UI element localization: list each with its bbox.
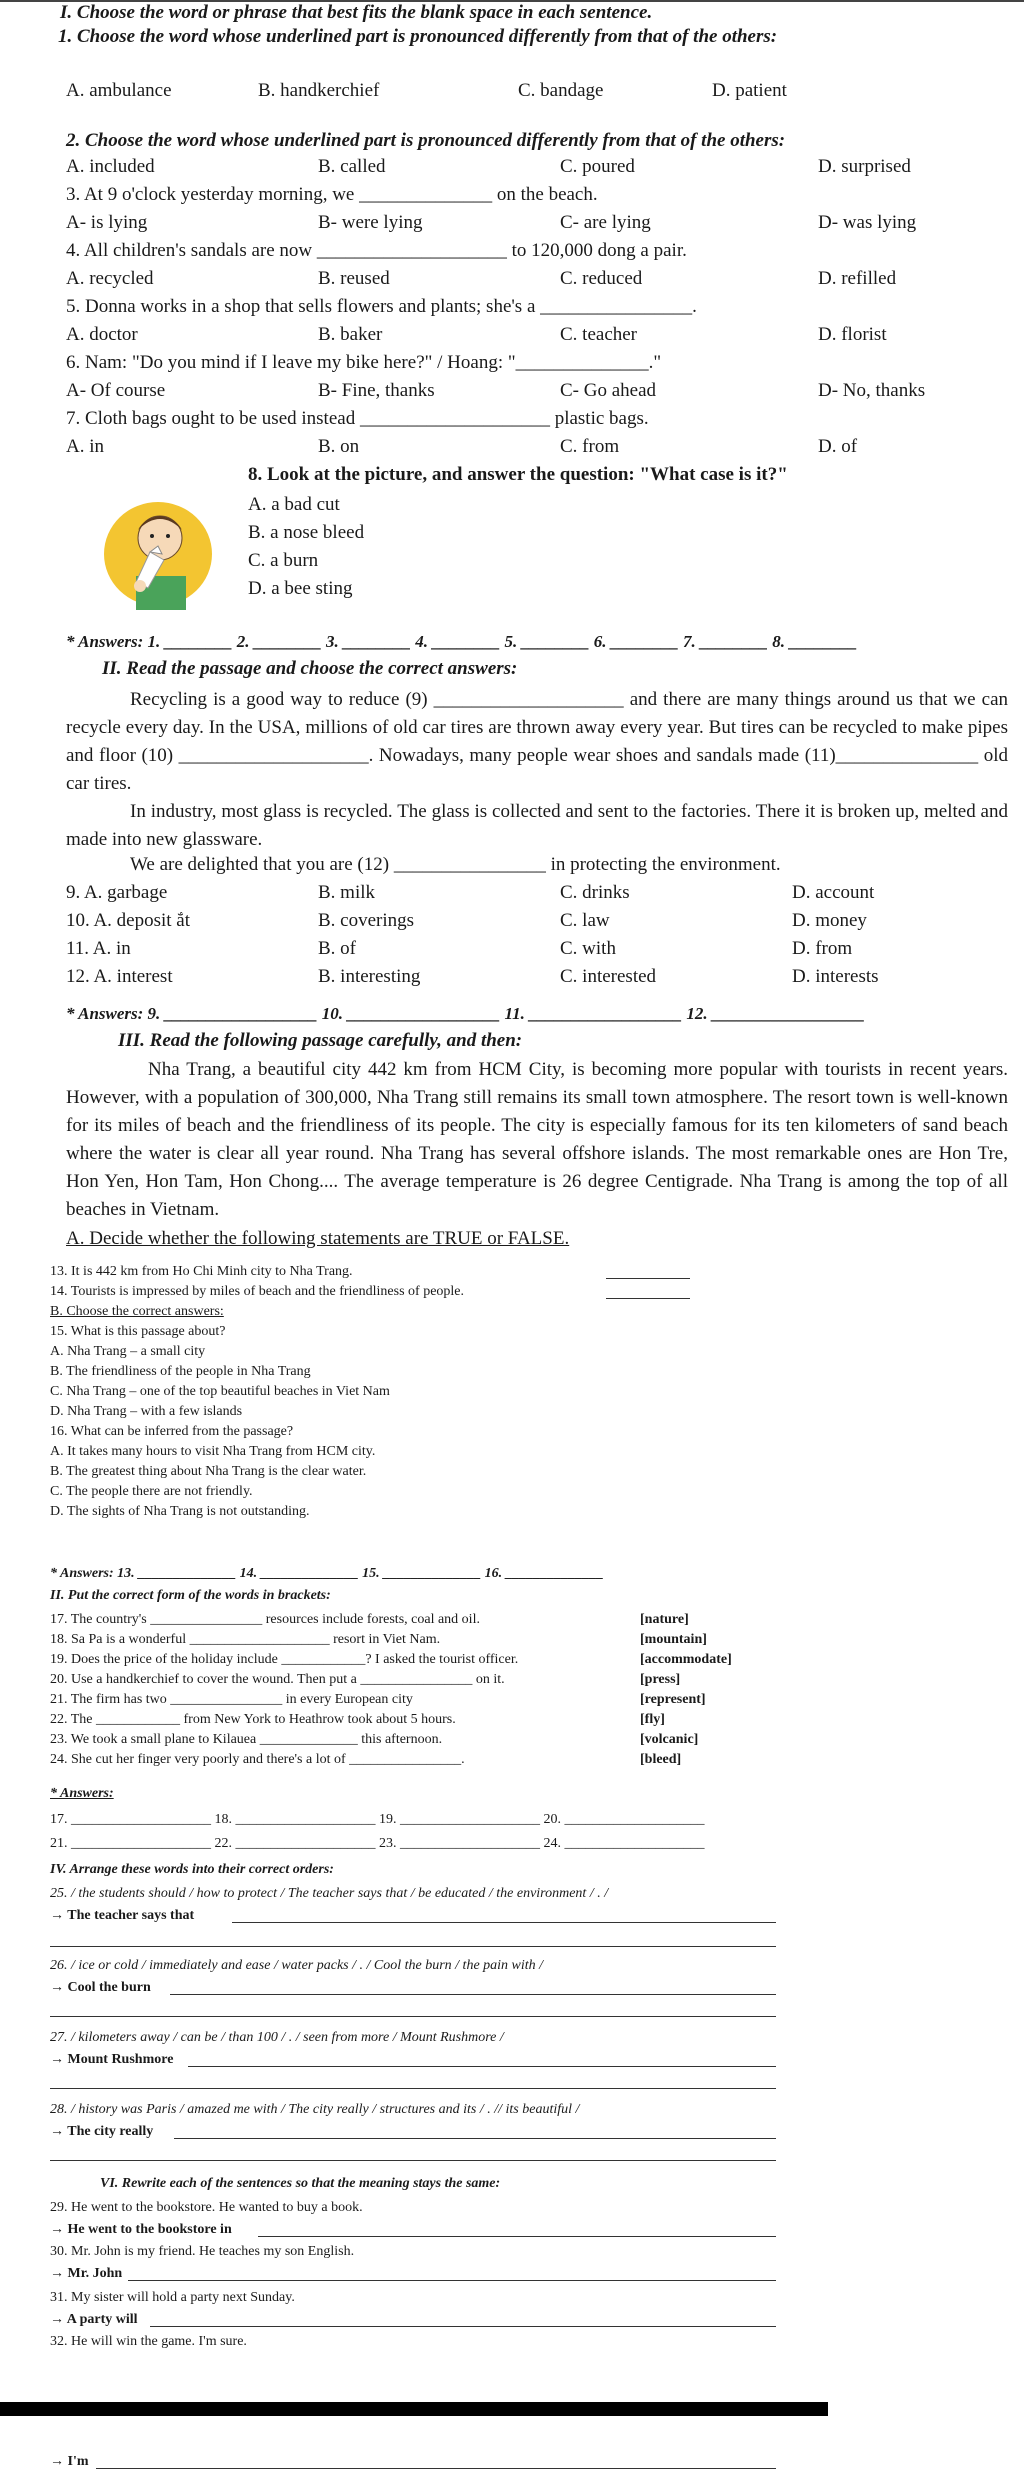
q29-answer-line[interactable] <box>258 2236 776 2237</box>
q9-option-d: D. account <box>792 882 875 903</box>
q12-option-b: B. interesting <box>318 966 421 987</box>
q32-start: → I'm <box>50 2454 89 2469</box>
q5-option-a: A. doctor <box>66 324 138 345</box>
q9-option-a: 9. A. garbage <box>66 882 168 903</box>
q29-sentence: 29. He went to the bookstore. He wanted to buy a book. <box>50 2200 363 2215</box>
q31-answer-line[interactable] <box>150 2326 776 2327</box>
q29-start: → He went to the bookstore in <box>50 2222 232 2237</box>
q5-stem: 5. Donna works in a shop that sells flowers and plants; she's a ________________. <box>66 296 697 317</box>
passage-2-paragraph-1: Recycling is a good way to reduce (9) ____________________ and there are many things around us that we can recycle every day. In the USA, millions of old car tires are thrown away every year. But tires can be recycled to make pipes and floor (10) ____________________. Nowadays, many people wear shoes and sandals made (11)_______________ old car tires. <box>66 689 1008 794</box>
q32-sentence: 32. He will win the game. I'm sure. <box>50 2334 247 2349</box>
section-1-title: I. Choose the word or phrase that best fits the blank space in each sentence. <box>60 2 653 23</box>
q2-option-a: A. included <box>66 156 155 177</box>
q7-stem: 7. Cloth bags ought to be used instead ____________________ plastic bags. <box>66 408 649 429</box>
q20-sentence: 20. Use a handkerchief to cover the wound. Then put a ________________ on it. <box>50 1672 505 1687</box>
q1-option-a: A. ambulance <box>66 80 172 101</box>
q26-start: → Cool the burn <box>50 1980 151 1995</box>
q11-option-d: D. from <box>792 938 853 959</box>
q18-sentence: 18. Sa Pa is a wonderful ____________________ resort in Viet Nam. <box>50 1632 441 1647</box>
passage-2-paragraph-3: We are delighted that you are (12) ________________ in protecting the environment. <box>130 854 781 875</box>
q4-option-d: D. refilled <box>818 268 897 289</box>
q31-sentence: 31. My sister will hold a party next Sunday. <box>50 2290 295 2305</box>
section-4-title: IV. Arrange these words into their correct orders: <box>50 1862 334 1877</box>
answers-21-24: 21. ____________________ 22. ____________________ 23. ____________________ 24. ____________________ <box>50 1836 705 1851</box>
q22-sentence: 22. The ____________ from New York to Heathrow took about 5 hours. <box>50 1712 456 1727</box>
answers-9-12: * Answers: 9. __________________ 10. __________________ 11. __________________ 12. __________________ <box>66 1004 865 1023</box>
q30-answer-line[interactable] <box>128 2280 776 2281</box>
q4-stem: 4. All children's sandals are now ____________________ to 120,000 dong a pair. <box>66 240 687 261</box>
q24-sentence: 24. She cut her finger very poorly and there's a lot of ________________. <box>50 1752 465 1767</box>
q21-sentence: 21. The firm has two ________________ in every European city <box>50 1692 413 1707</box>
q8-option-a: A. a bad cut <box>248 494 340 515</box>
q6-option-c: C- Go ahead <box>560 380 657 401</box>
q21-root-word: [represent] <box>640 1692 706 1707</box>
q27-start: → Mount Rushmore <box>50 2052 174 2067</box>
nosebleed-picture <box>96 490 226 610</box>
q13-statement: 13. It is 442 km from Ho Chi Minh city to Nha Trang. <box>50 1264 353 1279</box>
section-a-title: A. Decide whether the following statements are TRUE or FALSE. <box>66 1228 570 1249</box>
q2-option-c: C. poured <box>560 156 635 177</box>
q8-option-b: B. a nose bleed <box>248 522 365 543</box>
q8-option-c: C. a burn <box>248 550 319 571</box>
q32-answer-line[interactable] <box>96 2468 776 2469</box>
q10-option-d: D. money <box>792 910 867 931</box>
q25-start: → The teacher says that <box>50 1908 195 1923</box>
q4-option-a: A. recycled <box>66 268 154 289</box>
q7-option-a: A. in <box>66 436 104 457</box>
q16-option-b: B. The greatest thing about Nha Trang is the clear water. <box>50 1464 367 1479</box>
section-b-title: B. Choose the correct answers: <box>50 1304 224 1319</box>
q28-start: → The city really <box>50 2124 154 2139</box>
answers-17-24-title: * Answers: <box>50 1786 114 1801</box>
q2-option-d: D. surprised <box>818 156 911 177</box>
q5-option-d: D. florist <box>818 324 887 345</box>
q25-words: 25. / the students should / how to protect / The teacher says that / be educated / the environment / . / <box>50 1886 609 1901</box>
q12-option-d: D. interests <box>792 966 879 987</box>
q22-root-word: [fly] <box>640 1712 665 1727</box>
q28-words: 28. / history was Paris / amazed me with / The city really / structures and its / . // its beautiful / <box>50 2102 580 2117</box>
q11-option-b: B. of <box>318 938 356 959</box>
q15-option-c: C. Nha Trang – one of the top beautiful beaches in Viet Nam <box>50 1384 390 1399</box>
q1-option-d: D. patient <box>712 80 787 101</box>
q18-root-word: [mountain] <box>640 1632 707 1647</box>
q15-option-b: B. The friendliness of the people in Nha Trang <box>50 1364 311 1379</box>
q7-option-b: B. on <box>318 436 360 457</box>
q26-answer-line[interactable] <box>170 1994 776 1995</box>
q9-option-b: B. milk <box>318 882 376 903</box>
section-2-title: II. Read the passage and choose the correct answers: <box>102 658 518 679</box>
q15-option-a: A. Nha Trang – a small city <box>50 1344 206 1359</box>
q8-option-d: D. a bee sting <box>248 578 353 599</box>
q27-answer-line-2[interactable] <box>50 2088 776 2089</box>
answers-1-8: * Answers: 1. ________ 2. ________ 3. ________ 4. ________ 5. ________ 6. ________ 7. ________ 8. ________ <box>66 632 858 651</box>
q16-stem: 16. What can be inferred from the passage? <box>50 1424 294 1439</box>
q31-start: → A party will <box>50 2312 138 2327</box>
passage-3-text: Nha Trang, a beautiful city 442 km from HCM City, is becoming more popular with tourists in recent years. However, with a population of 300,000, Nha Trang still remains its small town atmosphere. The resort town is well-known for its miles of beach and the friendliness of its people. The city is especially famous for its ten kilometers of sand beach where the water is clear all year round. Nha Trang has several offshore islands. The most remarkable ones are Hon Tre, Hon Yen, Hon Tam, Hon Chong.... The average temperature is 26 degree Centigrade. Nha Trang is among the top of all beaches in Vietnam. <box>66 1059 1008 1220</box>
q6-stem: 6. Nam: "Do you mind if I leave my bike here?" / Hoang: "______________." <box>66 352 662 373</box>
q23-root-word: [volcanic] <box>640 1732 699 1747</box>
q3-stem: 3. At 9 o'clock yesterday morning, we ______________ on the beach. <box>66 184 598 205</box>
q12-option-a: 12. A. interest <box>66 966 173 987</box>
q10-option-b: B. coverings <box>318 910 415 931</box>
q27-words: 27. / kilometers away / can be / than 100 / . / seen from more / Mount Rushmore / <box>50 2030 504 2045</box>
q14-answer-line[interactable] <box>606 1298 690 1299</box>
q10-option-a: 10. A. deposit ắt <box>66 910 191 931</box>
q26-words: 26. / ice or cold / immediately and ease / water packs / . / Cool the burn / the pain with / <box>50 1958 544 1973</box>
q15-stem: 15. What is this passage about? <box>50 1324 226 1339</box>
section-6-title: VI. Rewrite each of the sentences so that the meaning stays the same: <box>100 2176 501 2191</box>
q3-option-d: D- was lying <box>818 212 917 233</box>
q6-option-b: B- Fine, thanks <box>318 380 435 401</box>
q7-option-d: D. of <box>818 436 858 457</box>
q3-option-a: A- is lying <box>66 212 148 233</box>
q27-answer-line[interactable] <box>188 2066 776 2067</box>
q2-option-b: B. called <box>318 156 386 177</box>
q6-option-a: A- Of course <box>66 380 166 401</box>
q20-root-word: [press] <box>640 1672 681 1687</box>
q19-sentence: 19. Does the price of the holiday include ____________? I asked the tourist officer. <box>50 1652 519 1667</box>
q26-answer-line-2[interactable] <box>50 2016 776 2017</box>
q6-option-d: D- No, thanks <box>818 380 926 401</box>
q16-option-a: A. It takes many hours to visit Nha Trang from HCM city. <box>50 1444 376 1459</box>
q17-root-word: [nature] <box>640 1612 689 1627</box>
q16-option-d: D. The sights of Nha Trang is not outstanding. <box>50 1504 310 1519</box>
q8-stem: 8. Look at the picture, and answer the question: "What case is it?" <box>248 464 788 485</box>
q25-answer-line-2[interactable] <box>50 1946 776 1947</box>
q13-answer-line[interactable] <box>606 1278 690 1279</box>
q1-option-b: B. handkerchief <box>258 80 380 101</box>
answers-13-16: * Answers: 13. ______________ 14. ______________ 15. ______________ 16. ______________ <box>50 1566 604 1581</box>
q24-root-word: [bleed] <box>640 1752 682 1767</box>
q17-sentence: 17. The country's ________________ resources include forests, coal and oil. <box>50 1612 480 1627</box>
answers-17-20: 17. ____________________ 18. ____________________ 19. ____________________ 20. ____________________ <box>50 1812 705 1827</box>
black-bar <box>0 2402 828 2416</box>
q23-sentence: 23. We took a small plane to Kilauea ______________ this afternoon. <box>50 1732 443 1747</box>
q1-option-c: C. bandage <box>518 80 604 101</box>
q11-option-a: 11. A. in <box>66 938 131 959</box>
q7-option-c: C. from <box>560 436 620 457</box>
q11-option-c: C. with <box>560 938 616 959</box>
q30-sentence: 30. Mr. John is my friend. He teaches my son English. <box>50 2244 355 2259</box>
q14-statement: 14. Tourists is impressed by miles of beach and the friendliness of people. <box>50 1284 465 1299</box>
q4-option-c: C. reduced <box>560 268 643 289</box>
section-3-title: III. Read the following passage carefully, and then: <box>118 1030 523 1051</box>
q3-option-b: B- were lying <box>318 212 423 233</box>
q19-root-word: [accommodate] <box>640 1652 732 1667</box>
q9-option-c: C. drinks <box>560 882 630 903</box>
q10-option-c: C. law <box>560 910 610 931</box>
q30-start: → Mr. John <box>50 2266 123 2281</box>
q5-option-c: C. teacher <box>560 324 638 345</box>
word-form-title: II. Put the correct form of the words in brackets: <box>50 1588 331 1603</box>
q4-option-b: B. reused <box>318 268 390 289</box>
q2-stem: 2. Choose the word whose underlined part is pronounced differently from that of the others: <box>66 130 786 151</box>
q16-option-c: C. The people there are not friendly. <box>50 1484 253 1499</box>
q25-answer-line[interactable] <box>232 1922 776 1923</box>
q12-option-c: C. interested <box>560 966 657 987</box>
q1-stem: 1. Choose the word whose underlined part is pronounced differently from that of the others: <box>58 26 778 47</box>
q28-answer-line-2[interactable] <box>50 2160 776 2161</box>
q3-option-c: C- are lying <box>560 212 651 233</box>
passage-2-paragraph-2: In industry, most glass is recycled. The glass is collected and sent to the factories. There it is broken up, melted and made into new glassware. <box>66 801 1008 850</box>
q5-option-b: B. baker <box>318 324 383 345</box>
q28-answer-line[interactable] <box>174 2138 776 2139</box>
q15-option-d: D. Nha Trang – with a few islands <box>50 1404 243 1419</box>
